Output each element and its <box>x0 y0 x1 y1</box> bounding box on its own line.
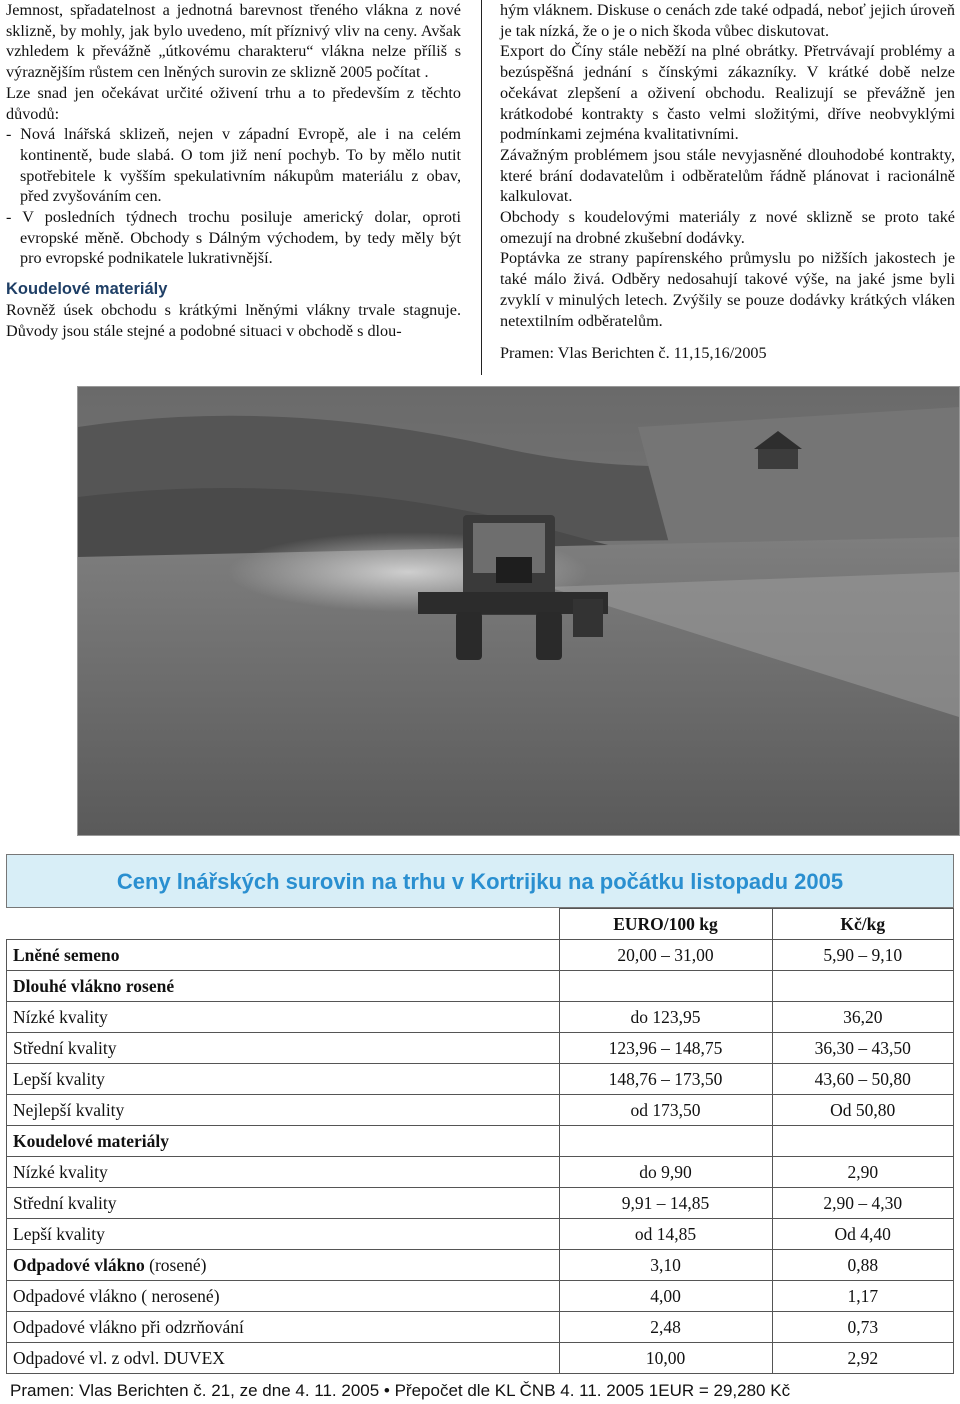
price-table-grid <box>6 908 954 1374</box>
price-table <box>6 854 954 1374</box>
cell-czk: 36,20 <box>772 1002 954 1033</box>
cell-czk: 2,90 <box>772 1157 954 1188</box>
table-source-footer: Pramen: Vlas Berichten č. 21, ze dne 4. 11. 2005 • Přepočet dle KL ČNB 4. 11. 2005 1EUR = 29,280 Kč <box>10 1381 791 1400</box>
tractor-field-photo <box>77 386 960 836</box>
cell-eur: 4,00 <box>559 1281 772 1312</box>
cell-czk: 0,88 <box>772 1250 954 1281</box>
cell-eur: do 9,90 <box>559 1157 772 1188</box>
row-label: Nejlepší kvality <box>7 1095 560 1126</box>
cell-czk: 2,92 <box>772 1343 954 1374</box>
table-row <box>7 1188 954 1219</box>
cell-eur: od 173,50 <box>559 1095 772 1126</box>
cell-czk: 36,30 – 43,50 <box>772 1033 954 1064</box>
cell-czk: 2,90 – 4,30 <box>772 1188 954 1219</box>
table-row <box>7 940 954 971</box>
right-text-column <box>500 0 955 364</box>
table-row <box>7 1157 954 1188</box>
row-label: Střední kvality <box>7 1188 560 1219</box>
row-label: Koudelové materiály <box>7 1126 560 1157</box>
source-citation: Pramen: Vlas Berichten č. 11,15,16/2005 <box>500 344 767 363</box>
row-label: Dlouhé vlákno rosené <box>7 971 560 1002</box>
bullet-item: - V posledních týdnech trochu posiluje americký dolar, oproti evropské měně. Obchody s Dálným východem, by tedy měly být pro evropské podnikatele lukrativnější. <box>6 208 461 268</box>
table-row <box>7 1126 954 1157</box>
cell-eur: 9,91 – 14,85 <box>559 1188 772 1219</box>
row-label: Lněné semeno <box>7 940 560 971</box>
row-label: Nízké kvality <box>7 1157 560 1188</box>
paragraph: Rovněž úsek obchodu s krátkými lněnými vlákny trvale stagnuje. Důvody jsou stále stejné a podobné situaci v obchodě s dlou- <box>6 300 461 340</box>
cell-eur: 123,96 – 148,75 <box>559 1033 772 1064</box>
row-label <box>7 1250 560 1281</box>
column-divider <box>481 0 482 375</box>
row-label-bold: Odpadové vlákno <box>13 1254 145 1275</box>
cell-eur: 3,10 <box>559 1250 772 1281</box>
table-header-row <box>7 909 954 940</box>
cell-czk: 5,90 – 9,10 <box>772 940 954 971</box>
cell-czk: Od 4,40 <box>772 1219 954 1250</box>
cell-czk: 0,73 <box>772 1312 954 1343</box>
paragraph: Export do Číny stále neběží na plné obrátky. Přetrvávají problémy a bezúspěšná jednání s čínskými zákazníky. V krátké době nelze očekávat zlepšení a oživení obchodu. Realizují se převážně jen krátkodobé kontrakty s často velmi složitými, dříve neobvyklými podmínkami zejména kvalitativními. <box>500 42 955 144</box>
cell-czk: Od 50,80 <box>772 1095 954 1126</box>
row-label: Nízké kvality <box>7 1002 560 1033</box>
left-text-column <box>6 0 461 341</box>
table-row <box>7 1312 954 1343</box>
cell-eur: 148,76 – 173,50 <box>559 1064 772 1095</box>
cell-eur: do 123,95 <box>559 1002 772 1033</box>
cell-eur <box>559 971 772 1002</box>
row-label: Odpadové vl. z odvl. DUVEX <box>7 1343 560 1374</box>
cell-czk: 43,60 – 50,80 <box>772 1064 954 1095</box>
table-row <box>7 1281 954 1312</box>
paragraph: hým vláknem. Diskuse o cenách zde také odpadá, neboť jejich úroveň je tak nízká, že o je o nich škoda vůbec diskutovat. <box>500 1 955 40</box>
column-header-czk: Kč/kg <box>772 909 954 940</box>
cell-czk: 1,17 <box>772 1281 954 1312</box>
row-label: Odpadové vlákno při odzrňování <box>7 1312 560 1343</box>
paragraph: Poptávka ze strany papírenského průmyslu po nižších jakostech je také málo živá. Odběry nedosahují takové výše, na jaké jsme byli zvyklí v minulých letech. Zvýšily se pouze dodávky krátkých vláken netextilním odběratelům. <box>500 249 955 330</box>
section-heading: Koudelové materiály <box>6 280 168 299</box>
cell-eur: 10,00 <box>559 1343 772 1374</box>
row-label-rest: (rosené) <box>144 1254 207 1275</box>
table-row <box>7 1064 954 1095</box>
row-label: Střední kvality <box>7 1033 560 1064</box>
cell-eur: 20,00 – 31,00 <box>559 940 772 971</box>
paragraph: Obchody s koudelovými materiály z nové sklizně se proto také omezují na drobné zkušební dodávky. <box>500 208 955 247</box>
cell-eur <box>559 1126 772 1157</box>
table-row <box>7 1033 954 1064</box>
paragraph: Závažným problémem jsou stále nevyjasněné dlouhodobé kontrakty, které brání dodavatelům i odběratelům řádně plánovat i racionálně kalkulovat. <box>500 145 955 206</box>
table-row <box>7 971 954 1002</box>
cell-eur: 2,48 <box>559 1312 772 1343</box>
cell-czk <box>772 971 954 1002</box>
table-title: Ceny lnářských surovin na trhu v Kortrijku na počátku listopadu 2005 <box>6 854 954 908</box>
paragraph: Jemnost, spřadatelnost a jednotná barevnost třeného vlákna z nové sklizně, by mohly, jak bylo uvedeno, mít příznivý vliv na ceny. Avšak vzhledem k převážně „útkovému charakteru“ vlákna nelze příliš s výraznějším růstem cen lněných surovin ze sklizně 2005 počítat . <box>6 1 461 82</box>
cell-eur: od 14,85 <box>559 1219 772 1250</box>
table-row <box>7 1095 954 1126</box>
row-label: Lepší kvality <box>7 1219 560 1250</box>
bullet-item: - Nová lnářská sklizeň, nejen v západní Evropě, ale i na celém kontinentě, bude slabá. O tom již není pochyb. To by mělo nutit spotřebitele k vyšším spekulativním nákupům materiálu z obav, před zvyšováním cen. <box>6 125 461 206</box>
paragraph: Lze snad jen očekávat určité oživení trhu a to především z těchto důvodů: <box>6 83 461 123</box>
row-label: Lepší kvality <box>7 1064 560 1095</box>
header-blank-cell <box>7 909 560 940</box>
table-row <box>7 1219 954 1250</box>
table-row <box>7 1250 954 1281</box>
cell-czk <box>772 1126 954 1157</box>
table-row <box>7 1343 954 1374</box>
table-row <box>7 1002 954 1033</box>
column-header-eur: EURO/100 kg <box>559 909 772 940</box>
row-label: Odpadové vlákno ( nerosené) <box>7 1281 560 1312</box>
